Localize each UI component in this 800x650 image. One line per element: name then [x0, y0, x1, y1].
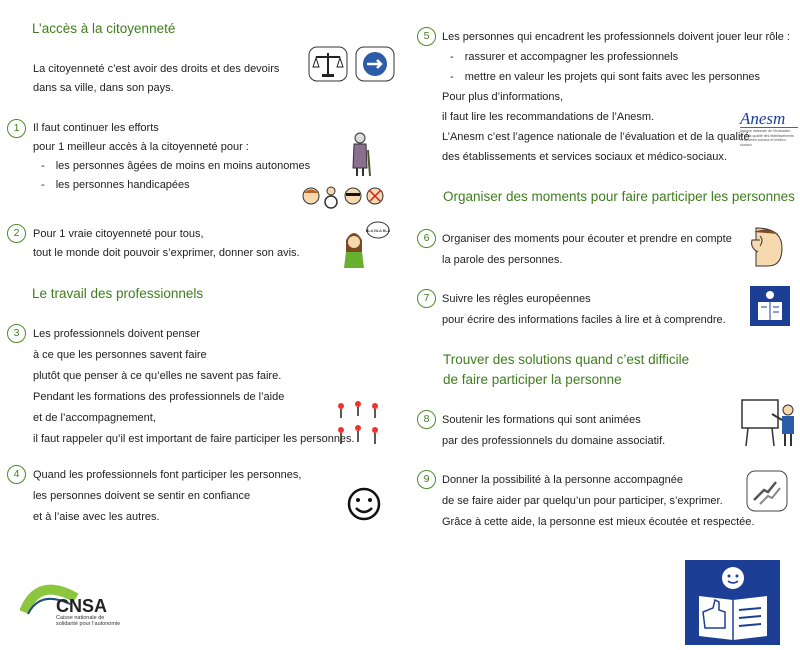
item-5-bullet: - rassurer et accompagner les professionnels: [450, 50, 790, 65]
item-8-text: [442, 413, 665, 449]
item-9-line: Donner la possibilité à la personne accompagnée: [442, 474, 683, 486]
item-9-line: Grâce à cette aide, la personne est mieux écoutée et respectée.: [442, 516, 755, 528]
smiley-icon: [346, 486, 382, 522]
step-number-8: 8: [417, 410, 436, 429]
item-5-line: des établissements et services sociaux et médico-sociaux.: [442, 151, 727, 163]
item-6-line: la parole des personnes.: [442, 254, 563, 266]
cnsa-logo-text: CNSA: [56, 596, 108, 616]
helping-hands-icon: [746, 470, 788, 512]
item-9-line: de se faire aider par quelqu’un pour participer, s’exprimer.: [442, 495, 723, 507]
item-5-bullet: - mettre en valeur les projets qui sont faits avec les personnes: [450, 70, 790, 85]
item-7-line: Suivre les règles européennes: [442, 293, 591, 305]
step-number-7: 7: [417, 289, 436, 308]
cnsa-logo-subtitle: [56, 615, 120, 627]
anesm-logo: [740, 110, 798, 147]
cnsa-sub-line: solidarité pour l’autonomie: [56, 621, 121, 627]
anesm-sub-line: et services sociaux et médico-sociaux: [740, 138, 787, 147]
listening-ear-icon: [748, 226, 786, 268]
item-1-line: Il faut continuer les efforts: [33, 122, 159, 134]
section-title-citizenship: L’accès à la citoyenneté: [32, 21, 176, 36]
intro-line: La citoyenneté c’est avoir des droits et des devoirs: [33, 63, 280, 75]
item-2-line: Pour 1 vraie citoyenneté pour tous,: [33, 228, 204, 240]
anesm-sub-line: et de la qualité des établissements: [740, 133, 794, 138]
item-2-line: tout le monde doit pouvoir s’exprimer, donner son avis.: [33, 247, 300, 259]
speech-bubble-text: BLA BLA BLA: [365, 228, 390, 233]
item-4-line: les personnes doivent se sentir en confiance: [33, 490, 251, 502]
item-5-text: [442, 30, 790, 165]
intro-text: [33, 62, 279, 96]
item-1-line: pour 1 meilleur accès à la citoyenneté pour :: [33, 141, 249, 153]
item-5-line: Les personnes qui encadrent les professionnels doivent jouer leur rôle :: [442, 31, 790, 43]
item-7-line: pour écrire des informations faciles à lire et à comprendre.: [442, 314, 726, 326]
anesm-sub-line: Agence nationale de l’évaluation: [740, 129, 791, 133]
item-4-line: Quand les professionnels font participer les personnes,: [33, 469, 302, 481]
elderly-person-icon: [348, 132, 372, 178]
cnsa-sub-line: Caisse nationale de: [56, 615, 105, 621]
item-1-bullet: - les personnes handicapées: [41, 178, 310, 193]
item-6-text: [442, 232, 732, 268]
item-9-text: [442, 473, 754, 530]
item-3-text: [33, 327, 355, 447]
item-6-line: Organiser des moments pour écouter et prendre en compte: [442, 233, 732, 245]
rights-duties-icon: [308, 45, 398, 85]
group-people-icon: [333, 400, 383, 450]
item-8-line: Soutenir les formations qui sont animées: [442, 414, 641, 426]
anesm-logo-subtitle: [740, 129, 798, 147]
step-number-5: 5: [417, 27, 436, 46]
easy-read-logo-icon: [685, 560, 780, 645]
item-2-text: [33, 227, 300, 261]
easy-read-small-icon: [750, 286, 790, 326]
section-title-line: Trouver des solutions quand c’est difficile: [443, 352, 690, 367]
step-number-4: 4: [7, 465, 26, 484]
item-1-bullet: - les personnes âgées de moins en moins autonomes: [41, 159, 310, 174]
step-number-9: 9: [417, 470, 436, 489]
step-number-1: 1: [7, 119, 26, 138]
item-4-line: et à l’aise avec les autres.: [33, 511, 160, 523]
step-number-6: 6: [417, 229, 436, 248]
item-5-line: L’Anesm c’est l’agence nationale de l’évaluation et de la qualité: [442, 131, 750, 143]
item-3-line: à ce que les personnes savent faire: [33, 349, 207, 361]
speaking-person-icon: [340, 220, 390, 268]
step-number-2: 2: [7, 224, 26, 243]
cnsa-logo: [20, 578, 130, 630]
step-number-3: 3: [7, 324, 26, 343]
item-8-line: par des professionnels du domaine associatif.: [442, 435, 666, 447]
item-3-line: et de l’accompagnement,: [33, 412, 156, 424]
section-title-line: de faire participer la personne: [443, 372, 622, 387]
item-5-line: il faut lire les recommandations de l’Anesm.: [442, 111, 655, 123]
item-3-line: plutôt que penser à ce qu’elles ne savent pas faire.: [33, 370, 282, 382]
trainer-icon: [740, 396, 796, 448]
section-title-professionals: Le travail des professionnels: [32, 286, 204, 301]
item-3-line: Les professionnels doivent penser: [33, 328, 200, 340]
item-1-text: [33, 121, 310, 193]
item-5-line: Pour plus d’informations,: [442, 91, 564, 103]
item-3-line: Pendant les formations des professionnels de l’aide: [33, 391, 285, 403]
anesm-logo-text: Anesm: [740, 110, 798, 128]
section-title-solutions: [443, 350, 689, 390]
intro-line: dans sa ville, dans son pays.: [33, 82, 174, 94]
item-4-text: [33, 468, 301, 525]
item-3-line: il faut rappeler qu’il est important de faire participer les personnes.: [33, 433, 355, 445]
disabled-people-icon: [301, 185, 393, 209]
section-title-organize: Organiser des moments pour faire participer les personnes: [443, 189, 795, 204]
item-7-text: [442, 292, 726, 328]
